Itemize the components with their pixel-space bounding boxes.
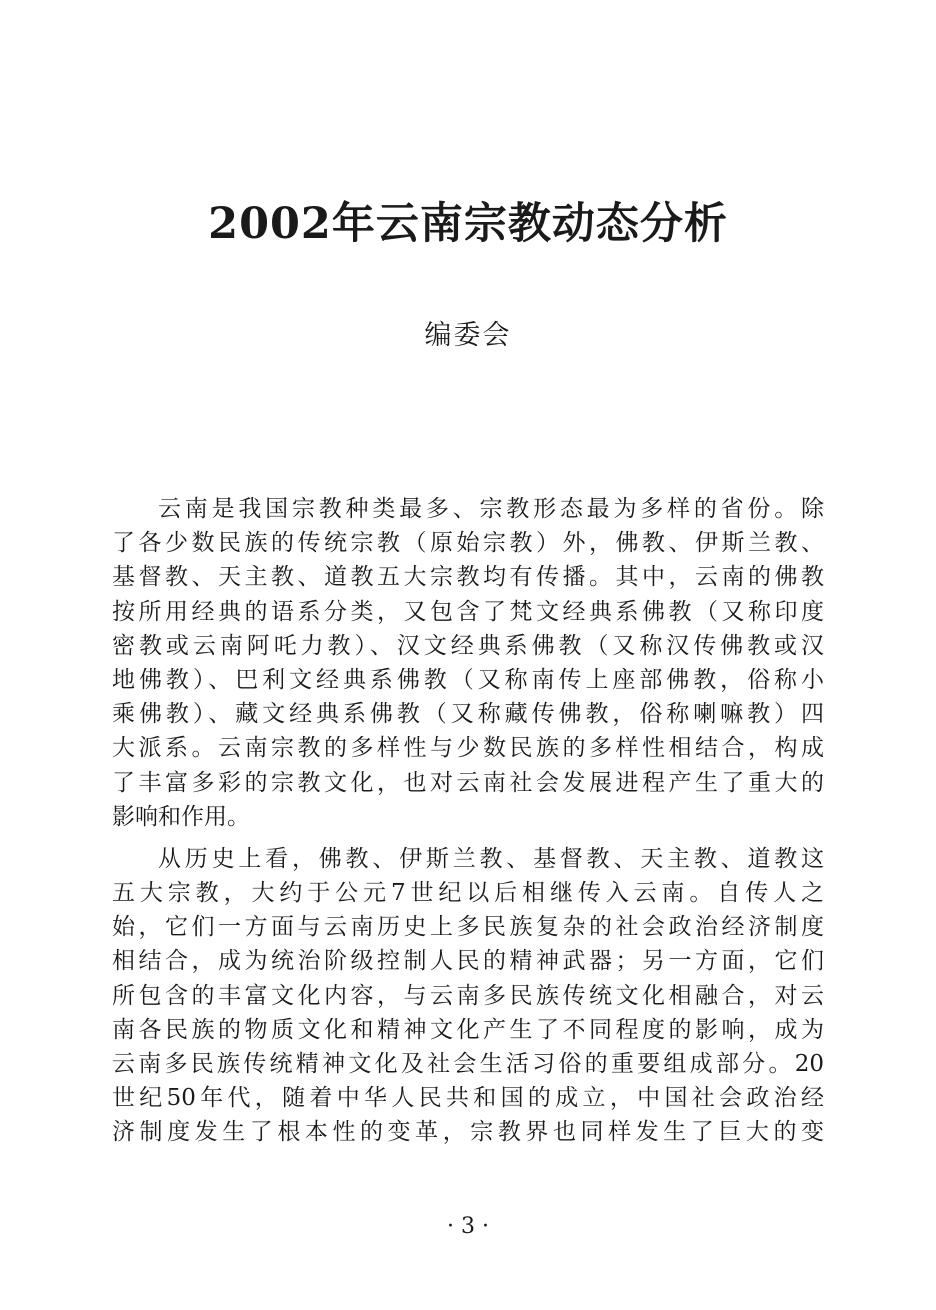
article-title: 2002年云南宗教动态分析 [208,199,728,249]
text-line: 了各少数民族的传统宗教（原始宗教）外，佛教、伊斯兰教、 [112,530,824,557]
text-line: 云南是我国宗教种类最多、宗教形态最为多样的省份。除 [158,496,824,522]
paragraph-gap [112,834,824,842]
text-line: 了丰富多彩的宗教文化，也对云南社会发展进程产生了重大的 [112,769,824,796]
text-line: 世纪50年代，随着中华人民共和国的成立，中国社会政治经 [112,1085,824,1112]
text-line: 济制度发生了根本性的变革，宗教界也同样发生了巨大的变 [112,1119,824,1146]
text-line: 从历史上看，佛教、伊斯兰教、基督教、天主教、道教这 [158,845,824,872]
text-line: 所包含的丰富文化内容，与云南多民族传统文化相融合，对云 [112,982,824,1009]
text-line: 地佛教）、巴利文经典系佛教（又称南传上座部佛教，俗称小 [112,666,824,693]
article-body [112,492,824,1150]
text-line: 乘佛教）、藏文经典系佛教（又称藏传佛教，俗称喇嘛教）四 [112,701,824,728]
paragraph-1 [112,492,824,834]
text-line: 密教或云南阿吒力教）、汉文经典系佛教（又称汉传佛教或汉 [112,632,824,659]
text-line: 影响和作用。 [112,803,250,830]
text-line: 相结合，成为统治阶级控制人民的精神武器；另一方面，它们 [112,948,824,975]
text-line: 云南多民族传统精神文化及社会生活习俗的重要组成部分。20 [112,1051,824,1077]
text-line: 五大宗教，大约于公元7世纪以后相继传入云南。自传人之 [112,880,824,907]
paragraph-2 [112,842,824,1150]
text-line: 南各民族的物质文化和精神文化产生了不同程度的影响，成为 [112,1016,824,1043]
text-line: 始，它们一方面与云南历史上多民族复杂的社会政治经济制度 [112,914,824,941]
text-line: 基督教、天主教、道教五大宗教均有传播。其中，云南的佛教 [112,564,824,591]
article-author: 编委会 [424,320,512,351]
text-line: 大派系。云南宗教的多样性与少数民族的多样性相结合，构成 [112,735,824,762]
text-line: 按所用经典的语系分类，又包含了梵文经典系佛教（又称印度 [112,598,824,625]
page-number: · 3 · [447,1214,489,1239]
